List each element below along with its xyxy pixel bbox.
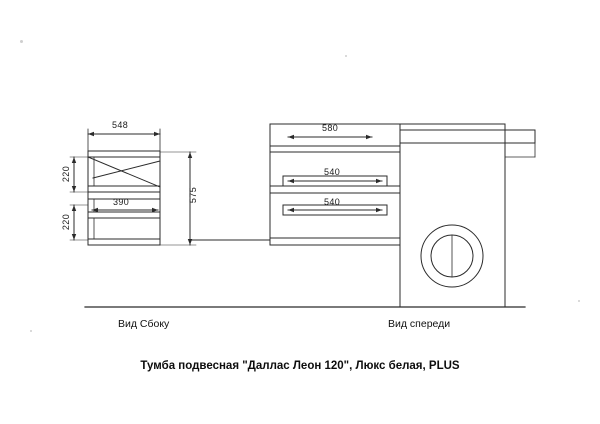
dim-text-575: 575 [188, 186, 198, 204]
washing-machine-body [400, 124, 505, 307]
view-label-side: Вид Сбоку [118, 318, 170, 330]
dim-text-220-upper: 220 [61, 165, 71, 183]
side-slant-line-1 [88, 157, 160, 187]
dim-text-548: 548 [112, 120, 129, 130]
dim-text-540-lower: 540 [324, 197, 341, 207]
dim-text-220-lower: 220 [61, 213, 71, 231]
view-label-front: Вид спереди [388, 318, 451, 330]
dim-text-580: 580 [322, 123, 339, 133]
dim-text-540-upper: 540 [324, 167, 341, 177]
front-cabinet-outline [270, 124, 400, 245]
drawing-caption: Тумба подвесная "Даллас Леон 120", Люкс белая, PLUS [140, 360, 460, 372]
dim-text-390: 390 [113, 197, 130, 207]
